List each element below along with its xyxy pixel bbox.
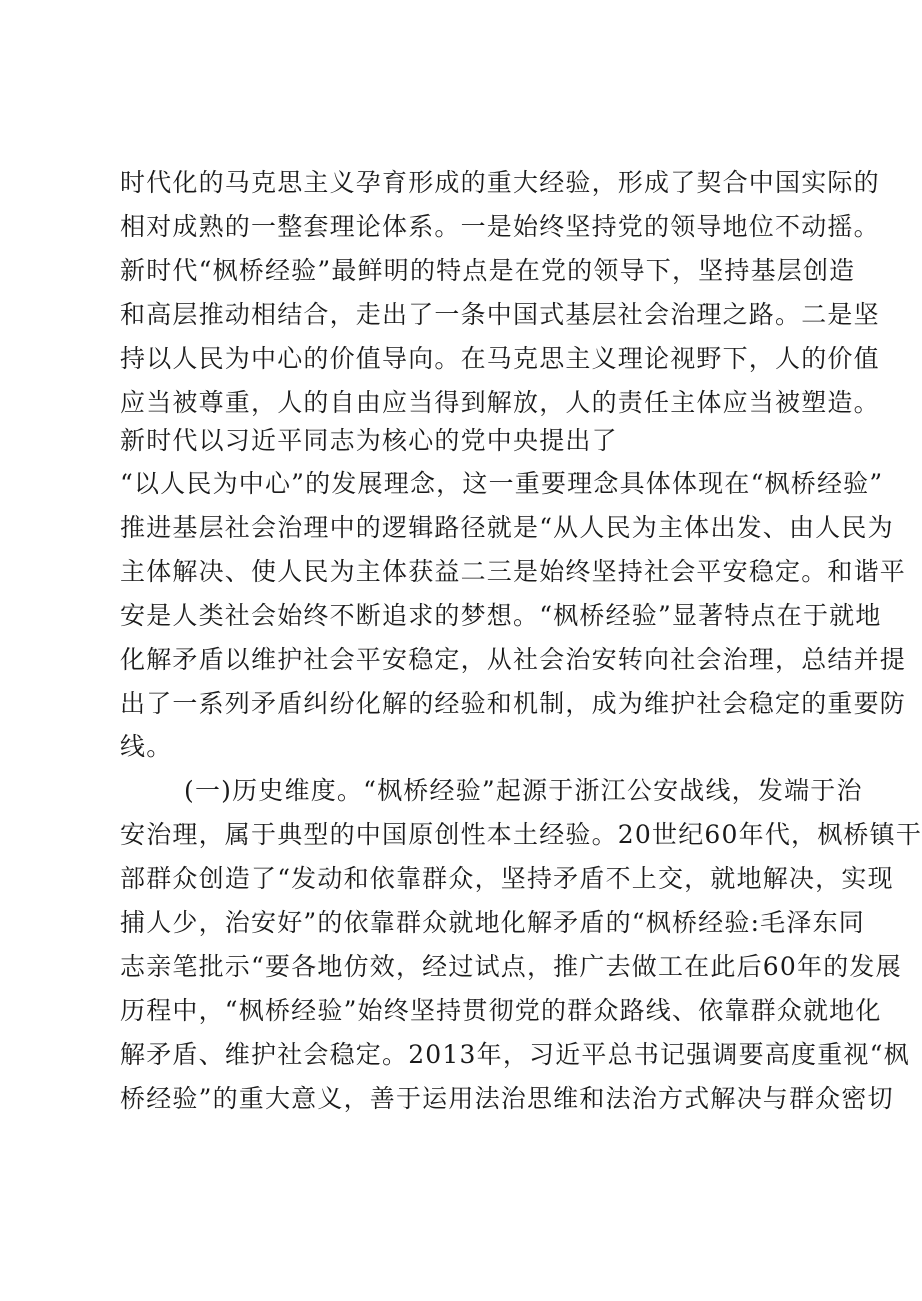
text-line: “以人民为中心”的发展理念，这一重要理念具体体现在“枫桥经验” xyxy=(120,469,884,498)
text-line: 安是人类社会始终不断追求的梦想。“枫桥经验”显著特点在于就地 xyxy=(120,601,882,630)
text-line: 和高层推动相结合，走出了一条中国式基层社会治理之路。二是坚 xyxy=(120,300,880,329)
text-line: 主体解决、使人民为主体获益二三是始终坚持社会平安稳定。和谐平 xyxy=(120,557,907,586)
text-line: 出了一系列矛盾纠纷化解的经验和机制，成为维护社会稳定的重要防 xyxy=(120,689,907,718)
text-line: 推进基层社会治理中的逻辑路径就是“从人民为主体出发、由人民为 xyxy=(120,513,894,542)
section-heading-line: (一)历史维度。“枫桥经验”起源于浙江公安战线，发端于治 xyxy=(184,776,863,805)
text-line: 相对成熟的一整套理论体系。一是始终坚持党的领导地位不动摇。 xyxy=(120,212,880,241)
text-line: 持以人民为中心的价值导向。在马克思主义理论视野下，人的价值 xyxy=(120,344,880,373)
text-line: 志亲笔批示“要各地仿效，经过试点，推广去做工在此后60年的发展 xyxy=(120,952,902,981)
text-line: 捕人少，治安好”的依靠群众就地化解矛盾的“枫桥经验:毛泽东同 xyxy=(120,908,865,937)
text-line: 化解矛盾以维护社会平安稳定，从社会治安转向社会治理，总结并提 xyxy=(120,645,907,674)
text-line: 新时代以习近平同志为核心的党中央提出了 xyxy=(120,426,618,455)
text-line: 历程中，“枫桥经验”始终坚持贯彻党的群众路线、依靠群众就地化 xyxy=(120,996,882,1025)
text-line: 应当被尊重，人的自由应当得到解放，人的责任主体应当被塑造。 xyxy=(120,388,880,417)
text-line: 新时代“枫桥经验”最鲜明的特点是在党的领导下，坚持基层创造 xyxy=(120,256,856,285)
text-line: 时代化的马克思主义孕育形成的重大经验，形成了契合中国实际的 xyxy=(120,168,880,197)
text-line: 安治理，属于典型的中国原创性本土经验。20世纪60年代，枫桥镇干 xyxy=(120,820,922,849)
text-line: 线。 xyxy=(120,732,173,761)
text-line: 解矛盾、维护社会稳定。2013年，习近平总书记强调要高度重视“枫 xyxy=(120,1040,910,1069)
text-line: 桥经验”的重大意义，善于运用法治思维和法治方式解决与群众密切 xyxy=(120,1084,894,1113)
text-line: 部群众创造了“发动和依靠群众，坚持矛盾不上交，就地解决，实现 xyxy=(120,864,894,893)
